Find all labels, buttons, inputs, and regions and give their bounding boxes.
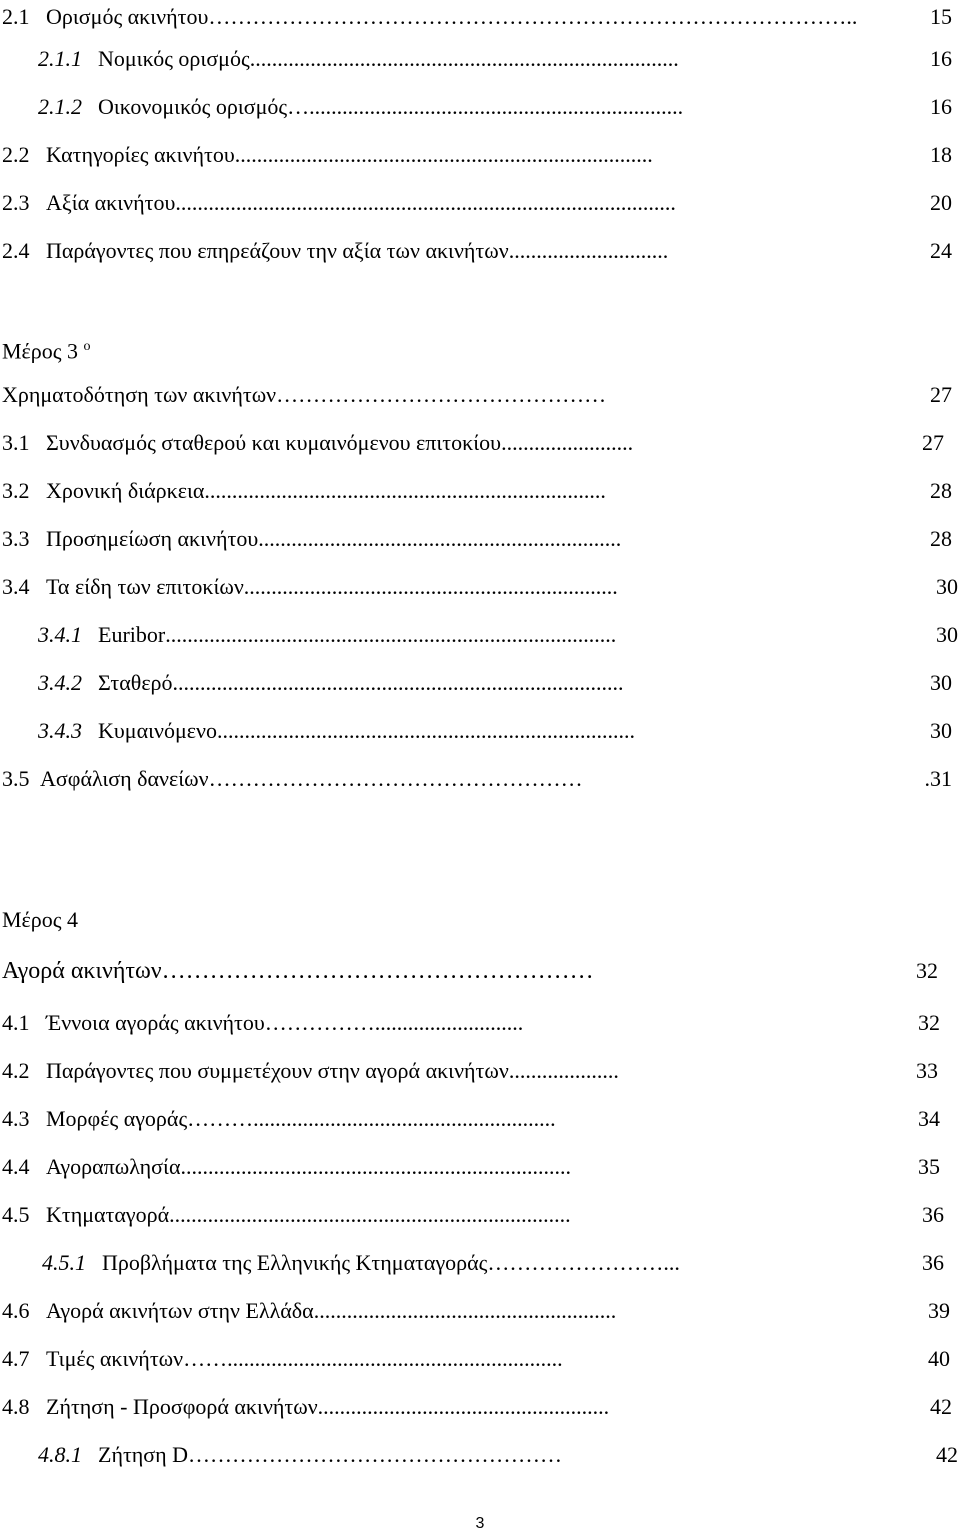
toc-entry: 3.4.1 Euribor.................................................................................. 30: [0, 618, 960, 652]
toc-page-number: 30: [936, 574, 958, 599]
toc-entry: 2.1 Ορισμός ακινήτου…………………………………………………………………………….. 15: [0, 0, 960, 34]
part-title: Αγορά ακινήτων……………………………………………… 32: [0, 954, 960, 988]
toc-entry: 4.3 Μορφές αγοράς………....................................................... 34: [0, 1102, 960, 1136]
part-title: Χρηματοδότηση των ακινήτων……………………………………… 27: [0, 378, 960, 412]
toc-page-number: 42: [930, 1394, 952, 1419]
toc-page-number: 30: [936, 622, 958, 647]
toc-page-number: 30: [930, 718, 952, 743]
toc-entry: 3.5 Ασφάλιση δανείων…………………………………………… .31: [0, 762, 960, 796]
toc-page-number: 18: [930, 142, 952, 167]
toc-entry: 4.8 Ζήτηση - Προσφορά ακινήτων..................................................... 42: [0, 1390, 960, 1424]
toc-entry: 4.1 Έννοια αγοράς ακινήτου……………........................... 32: [0, 1006, 960, 1040]
toc-page-number: 33: [916, 1058, 938, 1083]
toc-entry: 4.5 Κτηματαγορά......................................................................... 36: [0, 1198, 960, 1232]
toc-entry: 4.2 Παράγοντες που συμμετέχουν στην αγορά ακινήτων.................... 33: [0, 1054, 960, 1088]
toc-page-number: 27: [930, 382, 952, 407]
toc-page-number: 32: [918, 1010, 940, 1035]
part-heading: Μέρος 3 $^o$: [2, 338, 91, 364]
toc-page-number: 20: [930, 190, 952, 215]
toc-entry: 2.2 Κατηγορίες ακινήτου............................................................................ 18: [0, 138, 960, 172]
toc-entry: 2.4 Παράγοντες που επηρεάζουν την αξία των ακινήτων............................. 24: [0, 234, 960, 268]
toc-entry: 2.3 Αξία ακινήτου........................................................................................... 20: [0, 186, 960, 220]
toc-entry: 3.4 Τα είδη των επιτοκίων.................................................................... 30: [0, 570, 960, 604]
toc-entry: 3.1 Συνδυασμός σταθερού και κυμαινόμενου επιτοκίου........................ 27: [0, 426, 960, 460]
toc-entry: 4.8.1 Ζήτηση D…………………………………………… 42: [0, 1438, 960, 1472]
toc-page-number: 35: [918, 1154, 940, 1179]
toc-page-number: 34: [918, 1106, 940, 1131]
toc-entry: 3.2 Χρονική διάρκεια......................................................................... 28: [0, 474, 960, 508]
toc-page-number: 15: [930, 4, 952, 29]
toc-entry: 4.7 Τιμές ακινήτων……............................................................. 40: [0, 1342, 960, 1376]
toc-page-number: .31: [924, 766, 952, 791]
toc-page-number: 24: [930, 238, 952, 263]
toc-page-number: 28: [930, 526, 952, 551]
toc-page-number: 16: [930, 94, 952, 119]
toc-entry: 3.4.2 Σταθερό.................................................................................. 30: [0, 666, 960, 700]
toc-entry: 4.5.1 Προβλήματα της Ελληνικής Κτηματαγοράς……………………... 36: [0, 1246, 960, 1280]
page-number: 3: [475, 1515, 485, 1532]
toc-page-number: 16: [930, 46, 952, 71]
part-heading: Μέρος 4: [2, 907, 78, 932]
toc-page-number: 36: [922, 1202, 944, 1227]
toc-entry: 3.4.3 Κυμαινόμενο............................................................................ 30: [0, 714, 960, 748]
toc-page-number: 27: [922, 430, 944, 455]
toc-page-number: 30: [930, 670, 952, 695]
toc-page-number: 40: [928, 1346, 950, 1371]
toc-entry: 2.1.1 Νομικός ορισμός.............................................................................. 16: [0, 42, 960, 76]
toc-page-number: 39: [928, 1298, 950, 1323]
toc-page-number: 32: [916, 958, 938, 983]
toc-entry: 4.4 Αγοραπωλησία....................................................................... 35: [0, 1150, 960, 1184]
toc-entry: 3.3 Προσημείωση ακινήτου.................................................................. 28: [0, 522, 960, 556]
toc-page-number: 42: [936, 1442, 958, 1467]
toc-page-number: 36: [922, 1250, 944, 1275]
toc-entry: 2.1.2 Οικονομικός ορισμός….................................................................... 16: [0, 90, 960, 124]
toc-page-number: 28: [930, 478, 952, 503]
toc-entry: 4.6 Αγορά ακινήτων στην Ελλάδα....................................................... 39: [0, 1294, 960, 1328]
